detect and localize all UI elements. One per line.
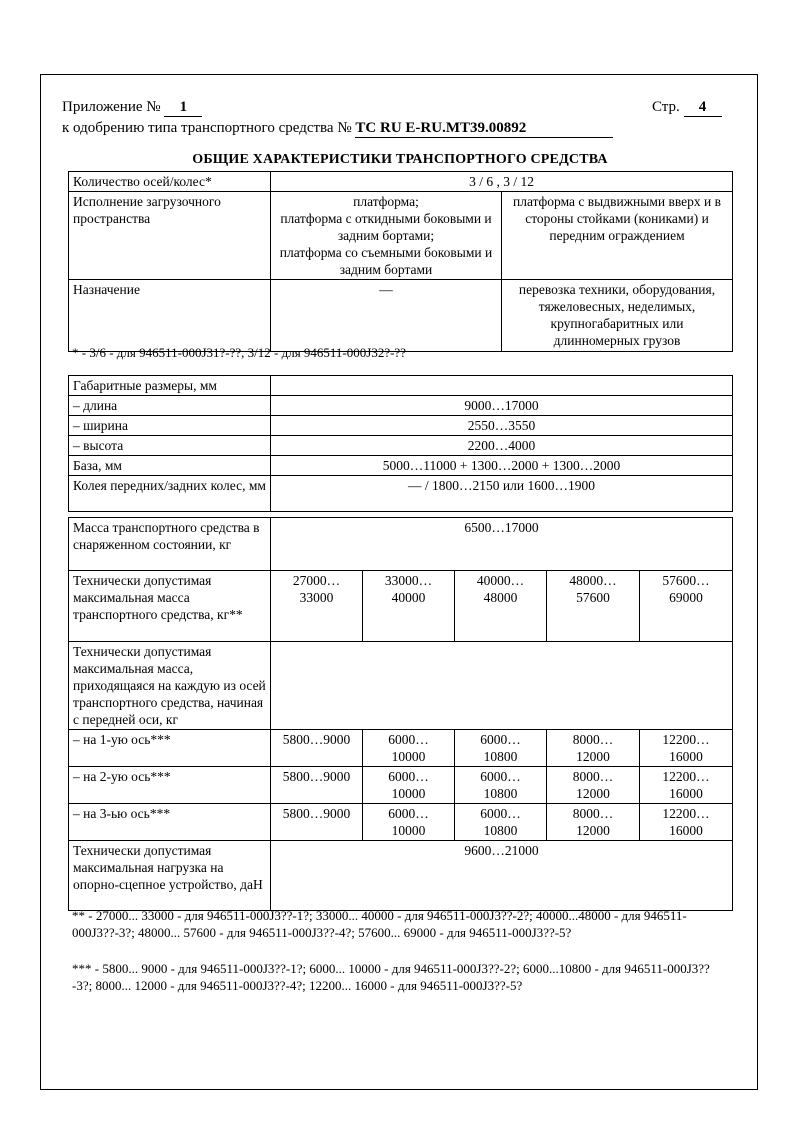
general-table (68, 171, 733, 352)
axles-label: Количество осей/колес* (69, 172, 271, 192)
table-row (69, 416, 733, 436)
footnote-axles: * - 3/6 - для 946511-000J31?-??, 3/12 - для 946511-000J32?-?? (72, 345, 406, 360)
width-label: – ширина (69, 416, 271, 436)
axle2-label: – на 2-ую ось*** (69, 767, 271, 804)
table-row (69, 476, 733, 512)
axle1-value: 5800…9000 (271, 730, 363, 767)
track-value: — / 1800…2150 или 1600…1900 (271, 476, 733, 512)
table-row (69, 280, 733, 352)
base-value: 5000…11000 + 1300…2000 + 1300…2000 (271, 456, 733, 476)
length-label: – длина (69, 396, 271, 416)
table-row (69, 172, 733, 192)
purpose-label: Назначение (69, 280, 271, 352)
document-title: ОБЩИЕ ХАРАКТЕРИСТИКИ ТРАНСПОРТНОГО СРЕДСТВА (192, 152, 608, 167)
maxmass-value: 33000… 40000 (363, 571, 455, 642)
mass-table (68, 517, 733, 911)
coupling-value: 9600…21000 (271, 841, 733, 911)
height-label: – высота (69, 436, 271, 456)
maxmass-label: Технически допустимая максимальная масса транспортного средства, кг** (69, 571, 271, 642)
base-label: База, мм (69, 456, 271, 476)
footnote-axle-mass: *** - 5800... 9000 - для 946511-000J3??-1?; 6000... 10000 - для 946511-000J3??-2?; 6000...10800 - для 946511-000J3??-3?; 8000... 12000 - для 946511-000J3??-4?; 12200... 16000 - для 946511-000J3??-5? (72, 961, 710, 993)
axle3-value: 6000… 10000 (363, 804, 455, 841)
axle3-value: 8000… 12000 (547, 804, 640, 841)
dimensions-table (68, 375, 733, 512)
axle3-label: – на 3-ью ось*** (69, 804, 271, 841)
maxmass-value: 27000… 33000 (271, 571, 363, 642)
empty-cell (271, 642, 733, 730)
footnote-maxmass: ** - 27000... 33000 - для 946511-000J3??-1?; 33000... 40000 - для 946511-000J3??-2?; 40000...48000 - для 946511-000J3??-3?; 48000... 57600 - для 946511-000J3??-4?; 57600... 69000 - для 946511-000J3??-5? (72, 908, 687, 940)
axle3-value: 12200… 16000 (640, 804, 733, 841)
track-label: Колея передних/задних колес, мм (69, 476, 271, 512)
approval-number: TC RU E-RU.MT39.00892 (355, 119, 613, 138)
curb-label: Масса транспортного средства в снаряженном состоянии, кг (69, 518, 271, 571)
axle1-label: – на 1-ую ось*** (69, 730, 271, 767)
width-value: 2550…3550 (271, 416, 733, 436)
table-row (69, 571, 733, 642)
coupling-label: Технически допустимая максимальная нагрузка на опорно-сцепное устройство, даН (69, 841, 271, 911)
page-number-line (652, 98, 722, 117)
dims-label: Габаритные размеры, мм (69, 376, 271, 396)
table-row (69, 396, 733, 416)
table-row (69, 376, 733, 396)
purpose-col2: перевозка техники, оборудования, тяжеловесных, неделимых, крупногабаритных или длинномерных грузов (502, 280, 733, 352)
maxmass-value: 57600… 69000 (640, 571, 733, 642)
axle1-value: 6000… 10800 (455, 730, 547, 767)
table-row (69, 436, 733, 456)
table-row (69, 518, 733, 571)
axle2-value: 5800…9000 (271, 767, 363, 804)
table-row (69, 192, 733, 280)
length-value: 9000…17000 (271, 396, 733, 416)
axle2-value: 6000… 10800 (455, 767, 547, 804)
table-row (69, 642, 733, 730)
axle1-value: 8000… 12000 (547, 730, 640, 767)
body-col1: платформа; платформа с откидными боковыми и задним бортами; платформа со съемными боковыми и задним бортами (271, 192, 502, 280)
axle1-value: 6000… 10000 (363, 730, 455, 767)
axle1-value: 12200… 16000 (640, 730, 733, 767)
height-value: 2200…4000 (271, 436, 733, 456)
axle2-value: 12200… 16000 (640, 767, 733, 804)
axle2-value: 6000… 10000 (363, 767, 455, 804)
axle3-value: 6000… 10800 (455, 804, 547, 841)
body-label: Исполнение загрузочного пространства (69, 192, 271, 280)
approval-label: к одобрению типа транспортного средства № (62, 120, 352, 136)
appendix-line (62, 98, 202, 117)
maxmass-value: 48000… 57600 (547, 571, 640, 642)
page-number: 4 (684, 98, 722, 117)
table-row (69, 456, 733, 476)
table-row (69, 841, 733, 911)
curb-value: 6500…17000 (271, 518, 733, 571)
table-row (69, 804, 733, 841)
axle2-value: 8000… 12000 (547, 767, 640, 804)
maxmass-value: 40000… 48000 (455, 571, 547, 642)
axlemass-label: Технически допустимая максимальная масса, приходящаяся на каждую из осей транспортного средства, начиная с передней оси, кг (69, 642, 271, 730)
purpose-col1: — (271, 280, 502, 352)
approval-line (62, 119, 613, 138)
appendix-label: Приложение № (62, 99, 161, 115)
appendix-number: 1 (164, 98, 202, 117)
table-row (69, 730, 733, 767)
axles-value: 3 / 6 , 3 / 12 (271, 172, 733, 192)
page-label: Стр. (652, 99, 680, 115)
axle3-value: 5800…9000 (271, 804, 363, 841)
body-col2: платформа с выдвижными вверх и в стороны стойками (кониками) и передним ограждением (502, 192, 733, 280)
empty-cell (271, 376, 733, 396)
table-row (69, 767, 733, 804)
